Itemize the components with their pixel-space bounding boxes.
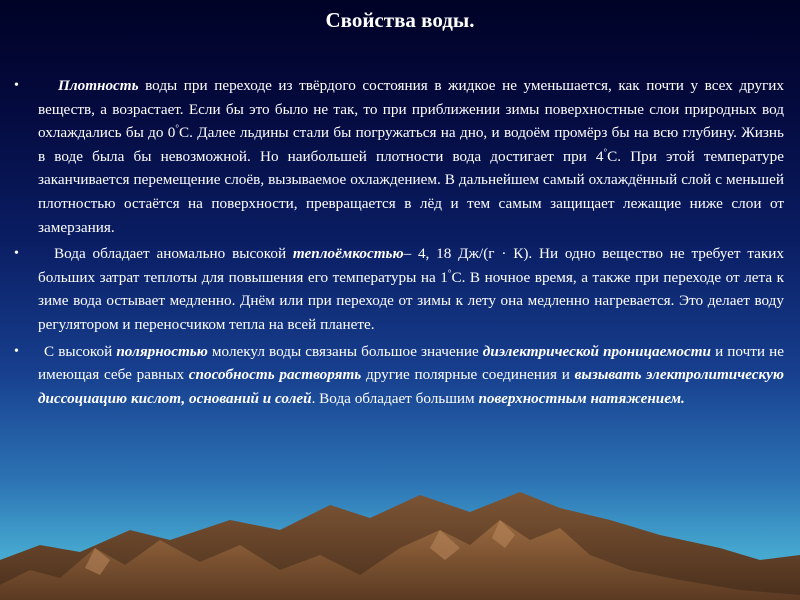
slide-title: Свойства воды. (325, 8, 475, 32)
term-heat-capacity: теплоёмкостью (292, 245, 404, 263)
bullet-text: воды при переходе из твёрдого состояния в жидкое не уменьшается, как почти у всех других веществ, а возрастает. Если бы это было не так, то при приближении зимы поверхностные слои природных вод охлаждались бы до 0 (38, 77, 784, 142)
bullet-text: . Вода обладает большим (311, 389, 479, 407)
bullet-text: – 4, 18 Дж/(г · К). Ни одно вещество не требует таких больших затрат теплоты для повышения его температуры на 1 (38, 245, 785, 286)
bullet-item-heat-capacity (14, 242, 784, 336)
term-surface-tension: поверхностным натяжением. (478, 389, 685, 407)
term-electrolytic-dissociation: вызывать электролитическую диссоциацию кислот, оснований и солей (38, 366, 784, 407)
bullet-marker: • (14, 343, 19, 359)
term-dissolving-ability: способность растворять (188, 366, 362, 384)
bullet-text: С. Далее льдины стали бы погружаться на дно, и водоём промёрз бы на всю глубину. Жизнь в воде была бы невозможной. Но наибольшей плотности вода достигает при 4 (38, 124, 784, 165)
term-dielectric-permittivity: диэлектрической проницаемости (482, 342, 711, 360)
bullet-item-polarity (14, 340, 784, 411)
term-density: Плотность (58, 77, 139, 94)
bullet-text: С. В ночное время, а также при переходе от лета к зиме вода остывает медленно. Днём или при переходе от зимы к лету она медленно нагревается. Это делает воду регулятором и переносчиком тепла на всей планете. (38, 268, 785, 333)
bullet-text: Вода обладает аномально высокой (54, 245, 293, 263)
bullet-text: С. При этой температуре заканчивается перемещение слоёв, вызываемое охлаждением. В дальнейшем самый охлаждённый слой с меньшей плотностью остаётся на поверхности, превращается в лёд и тем самым защищает лежащие ниже слои от замерзания. (38, 147, 784, 236)
degree-sign: ° (603, 146, 608, 157)
bullet-marker: • (14, 78, 19, 93)
bullet-marker: • (14, 246, 19, 262)
bullet-item-density (14, 74, 784, 239)
bullet-text: и почти не имеющая себе равных (38, 342, 784, 384)
term-polarity: полярностью (116, 342, 208, 360)
bullet-text: молекул воды связаны большое значение (207, 342, 483, 360)
degree-sign: ° (175, 123, 180, 134)
slide-body (14, 74, 784, 410)
degree-sign: ° (447, 267, 452, 278)
bullet-text: С высокой (44, 342, 117, 360)
bullet-text: другие полярные соединения и (361, 366, 575, 384)
